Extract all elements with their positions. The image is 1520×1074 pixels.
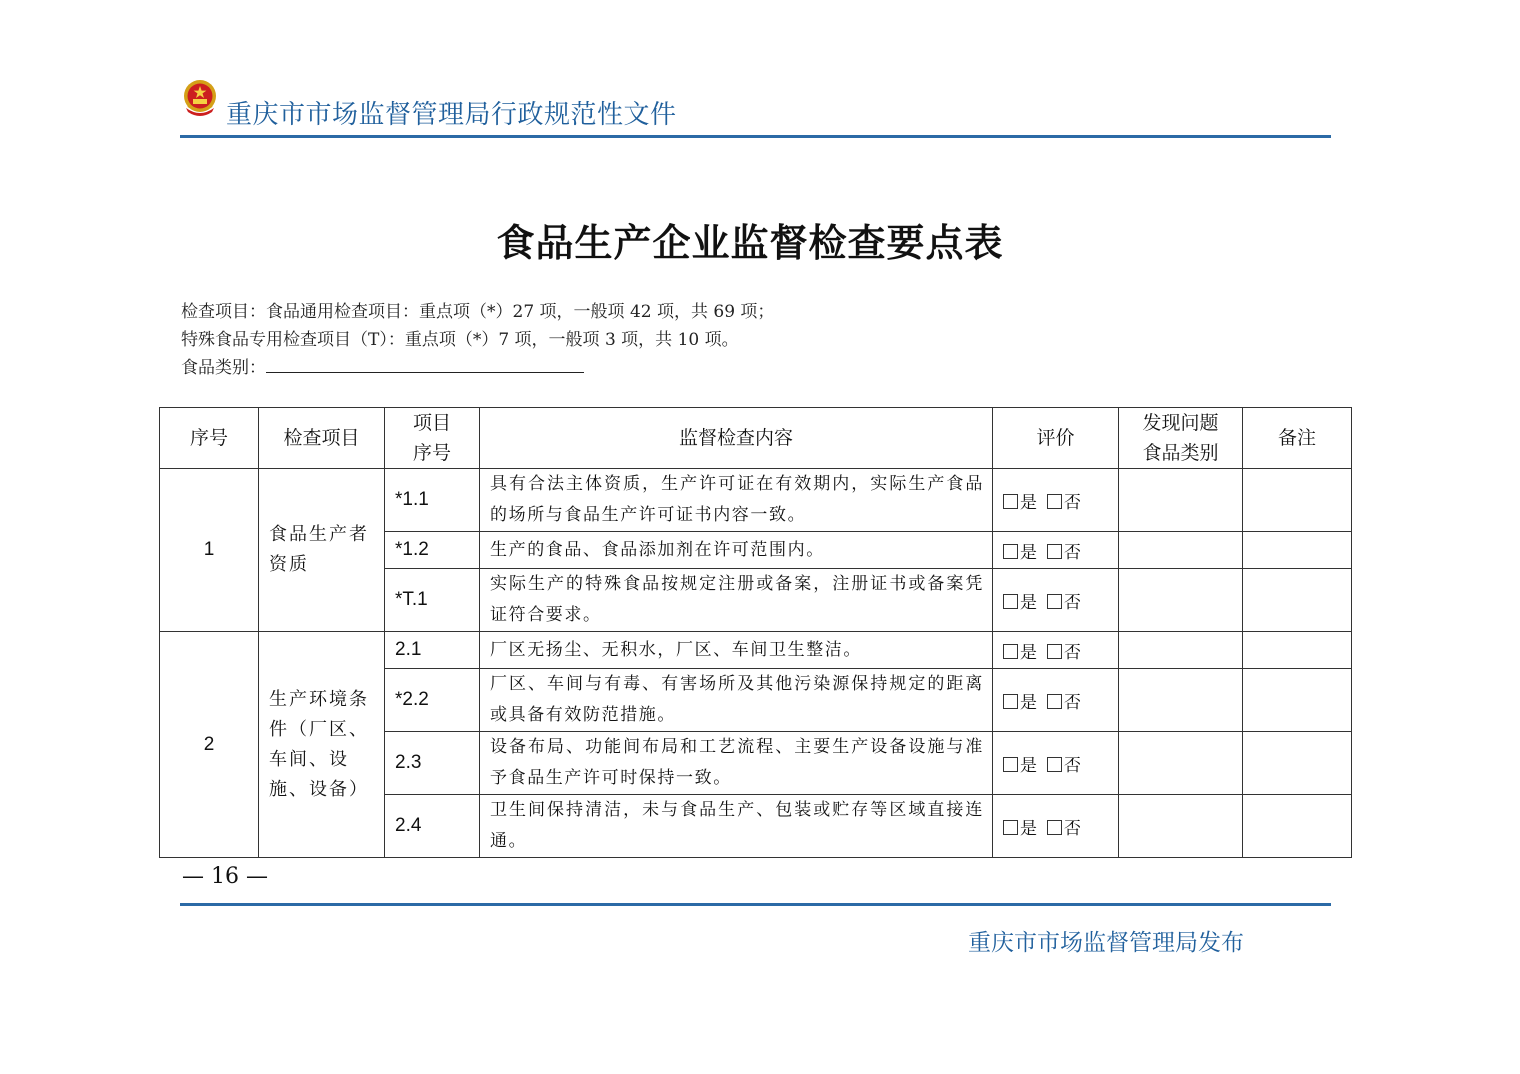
header-item: 检查项目 (259, 408, 385, 469)
eval-no-checkbox[interactable]: 否 (1047, 543, 1081, 563)
eval-no-checkbox[interactable]: 否 (1047, 693, 1081, 713)
intro-line-3 (181, 354, 774, 382)
intro-line-1: 检查项目：食品通用检查项目：重点项（*）27 项，一般项 42 项，共 69 项； (181, 302, 775, 322)
issue-category-cell[interactable] (1119, 632, 1243, 669)
eval-no-checkbox[interactable]: 否 (1047, 819, 1081, 839)
header-divider (180, 135, 1331, 138)
item-no: 2.1 (385, 632, 480, 669)
remark-cell[interactable] (1243, 532, 1352, 569)
item-content: 生产的食品、食品添加剂在许可范围内。 (480, 532, 993, 569)
item-content: 具有合法主体资质，生产许可证在有效期内，实际生产食品的场所与食品生产许可证书内容一致。 (480, 469, 993, 532)
eval-no-checkbox[interactable]: 否 (1047, 493, 1081, 513)
checkbox-icon (1047, 594, 1062, 609)
eval-yes-checkbox[interactable]: 是 (1003, 693, 1037, 713)
national-emblem-icon (182, 78, 218, 118)
footer-publisher: 重庆市市场监督管理局发布 (968, 930, 1244, 956)
item-content: 设备布局、功能间布局和工艺流程、主要生产设备设施与准予食品生产许可时保持一致。 (480, 732, 993, 795)
food-category-blank[interactable] (266, 354, 584, 373)
eval-cell (993, 795, 1119, 858)
checkbox-icon (1047, 757, 1062, 772)
item-no: 2.4 (385, 795, 480, 858)
table-row (160, 469, 1352, 532)
eval-cell (993, 669, 1119, 732)
issue-category-cell[interactable] (1119, 469, 1243, 532)
remark-cell[interactable] (1243, 732, 1352, 795)
checkbox-icon (1047, 644, 1062, 659)
checkbox-icon (1003, 820, 1018, 835)
checkbox-icon (1047, 694, 1062, 709)
header-eval: 评价 (993, 408, 1119, 469)
issue-category-cell[interactable] (1119, 569, 1243, 632)
group-seq: 2 (160, 632, 259, 858)
item-no: *2.2 (385, 669, 480, 732)
checkbox-icon (1003, 644, 1018, 659)
issue-category-cell[interactable] (1119, 532, 1243, 569)
checkbox-icon (1003, 694, 1018, 709)
eval-cell (993, 469, 1119, 532)
page-number: — 16 — (182, 864, 268, 889)
remark-cell[interactable] (1243, 795, 1352, 858)
checkbox-icon (1003, 757, 1018, 772)
intro-line-2: 特殊食品专用检查项目（T）：重点项（*）7 项，一般项 3 项，共 10 项。 (181, 330, 739, 350)
item-content: 实际生产的特殊食品按规定注册或备案，注册证书或备案凭证符合要求。 (480, 569, 993, 632)
header-remark: 备注 (1243, 408, 1352, 469)
header-issue-category: 发现问题 食品类别 (1119, 408, 1243, 469)
eval-yes-checkbox[interactable]: 是 (1003, 493, 1037, 513)
inspection-table (159, 407, 1352, 858)
remark-cell[interactable] (1243, 669, 1352, 732)
remark-cell[interactable] (1243, 632, 1352, 669)
checkbox-icon (1047, 494, 1062, 509)
remark-cell[interactable] (1243, 569, 1352, 632)
table-row (160, 632, 1352, 669)
document-title: 食品生产企业监督检查要点表 (496, 220, 1004, 265)
eval-cell (993, 532, 1119, 569)
eval-yes-checkbox[interactable]: 是 (1003, 643, 1037, 663)
food-category-label: 食品类别： (181, 358, 266, 378)
item-no: *1.2 (385, 532, 480, 569)
checkbox-icon (1003, 544, 1018, 559)
item-content: 厂区无扬尘、无积水，厂区、车间卫生整洁。 (480, 632, 993, 669)
eval-cell (993, 569, 1119, 632)
issue-category-cell[interactable] (1119, 795, 1243, 858)
eval-yes-checkbox[interactable]: 是 (1003, 543, 1037, 563)
remark-cell[interactable] (1243, 469, 1352, 532)
checkbox-icon (1047, 820, 1062, 835)
item-content: 卫生间保持清洁，未与食品生产、包装或贮存等区域直接连通。 (480, 795, 993, 858)
checkbox-icon (1047, 544, 1062, 559)
footer-divider (180, 903, 1331, 906)
eval-yes-checkbox[interactable]: 是 (1003, 819, 1037, 839)
item-no: *T.1 (385, 569, 480, 632)
item-no: *1.1 (385, 469, 480, 532)
checkbox-icon (1003, 494, 1018, 509)
group-seq: 1 (160, 469, 259, 632)
header-content: 监督检查内容 (480, 408, 993, 469)
eval-no-checkbox[interactable]: 否 (1047, 756, 1081, 776)
eval-no-checkbox[interactable]: 否 (1047, 643, 1081, 663)
group-item: 食品生产者资质 (259, 469, 385, 632)
eval-yes-checkbox[interactable]: 是 (1003, 593, 1037, 613)
eval-cell (993, 732, 1119, 795)
header-title: 重庆市市场监督管理局行政规范性文件 (226, 100, 677, 130)
table-header-row (160, 408, 1352, 469)
checkbox-icon (1003, 594, 1018, 609)
item-content: 厂区、车间与有毒、有害场所及其他污染源保持规定的距离或具备有效防范措施。 (480, 669, 993, 732)
eval-yes-checkbox[interactable]: 是 (1003, 756, 1037, 776)
item-no: 2.3 (385, 732, 480, 795)
header-seq: 序号 (160, 408, 259, 469)
header-item-no: 项目 序号 (385, 408, 480, 469)
eval-cell (993, 632, 1119, 669)
eval-no-checkbox[interactable]: 否 (1047, 593, 1081, 613)
intro-block (181, 298, 774, 382)
issue-category-cell[interactable] (1119, 669, 1243, 732)
group-item: 生产环境条件（厂区、车间、设施、设备） (259, 632, 385, 858)
issue-category-cell[interactable] (1119, 732, 1243, 795)
document-header (182, 78, 1332, 140)
